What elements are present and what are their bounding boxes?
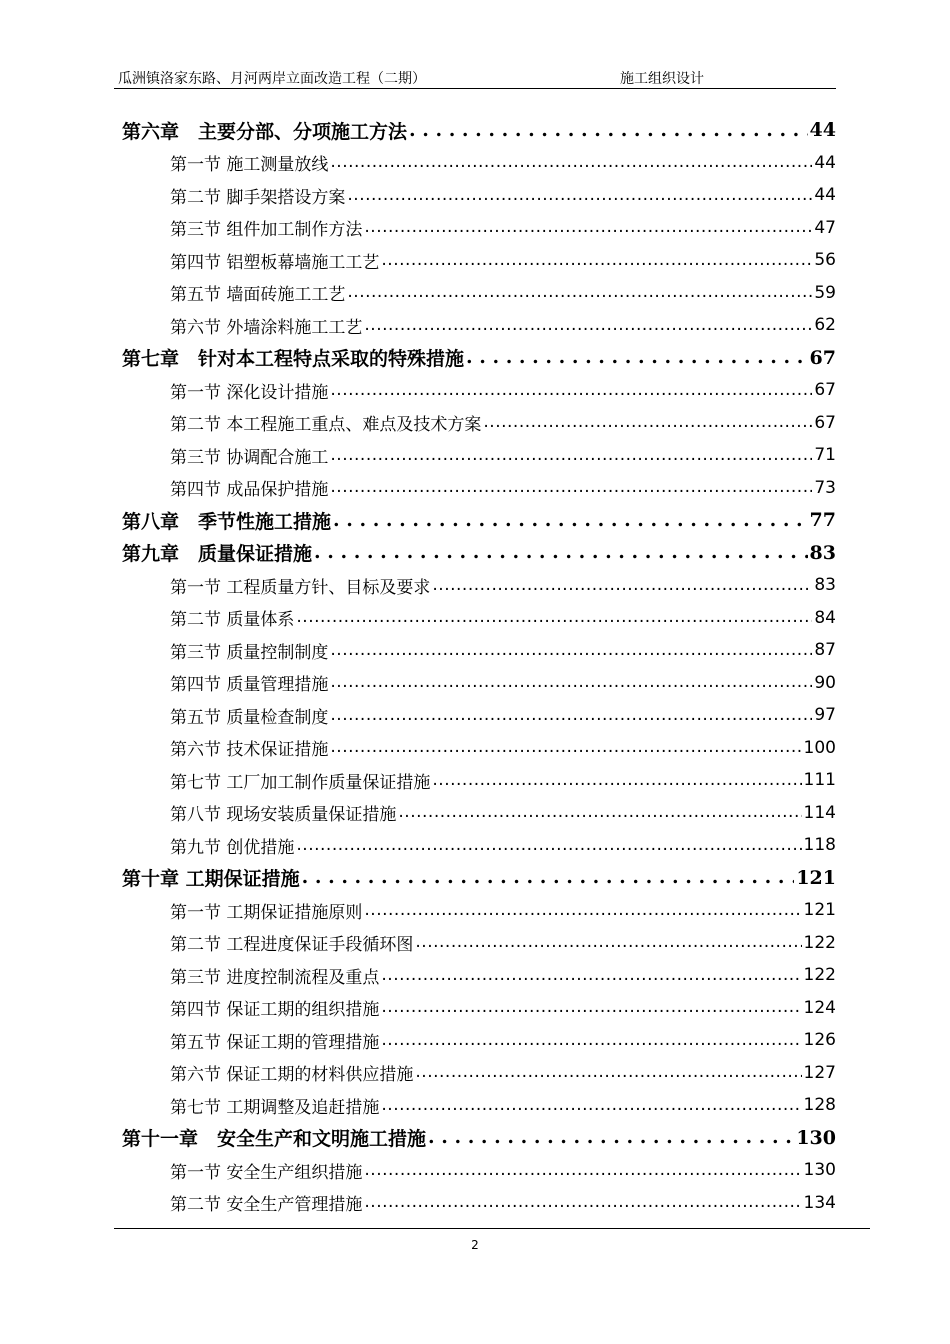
- dot-leader: [409, 120, 808, 141]
- toc-entry-label: 第三节 协调配合施工: [170, 447, 329, 468]
- dot-leader: [330, 153, 812, 172]
- toc-entry-label: 第一节 施工测量放线: [170, 155, 329, 176]
- dot-leader: [330, 446, 812, 465]
- footer-divider: [114, 1228, 870, 1229]
- dot-leader: [381, 1096, 801, 1115]
- toc-section-entry[interactable]: [122, 407, 836, 440]
- dot-leader: [330, 673, 812, 692]
- toc-section-entry[interactable]: [122, 699, 836, 732]
- toc-entry-label: 第二节 本工程施工重点、难点及技术方案: [170, 415, 482, 436]
- toc-entry-page-number: 121: [796, 866, 836, 889]
- dot-leader: [483, 413, 812, 432]
- toc-chapter-entry[interactable]: [122, 862, 836, 895]
- toc-entry-label: 第三节 进度控制流程及重点: [170, 967, 380, 988]
- toc-entry-label: 第二节 安全生产管理措施: [170, 1195, 363, 1216]
- page-header: [114, 66, 836, 89]
- toc-chapter-entry[interactable]: [122, 504, 836, 537]
- dot-leader: [330, 478, 812, 497]
- dot-leader: [330, 381, 812, 400]
- toc-entry-label: 第四节 质量管理措施: [170, 675, 329, 696]
- dot-leader: [364, 901, 801, 920]
- toc-section-entry[interactable]: [122, 1057, 836, 1090]
- dot-leader: [364, 218, 812, 237]
- toc-entry-label: 第六节 技术保证措施: [170, 740, 329, 761]
- toc-entry-page-number: 130: [803, 1160, 836, 1181]
- toc-entry-page-number: 71: [814, 445, 836, 466]
- toc-section-entry[interactable]: [122, 374, 836, 407]
- toc-entry-page-number: 77: [809, 509, 836, 532]
- toc-section-entry[interactable]: [122, 212, 836, 245]
- dot-leader: [432, 771, 801, 790]
- toc-entry-label: 第二节 工程进度保证手段循环图: [170, 935, 414, 956]
- toc-entry-page-number: 100: [803, 737, 836, 758]
- toc-entry-label: 第四节 铝塑板幕墙施工工艺: [170, 252, 380, 273]
- toc-entry-page-number: 97: [814, 705, 836, 726]
- toc-section-entry[interactable]: [122, 147, 836, 180]
- toc-entry-page-number: 87: [814, 640, 836, 661]
- toc-section-entry[interactable]: [122, 829, 836, 862]
- toc-entry-label: 第六节 外墙涂料施工工艺: [170, 317, 363, 338]
- toc-entry-label: 第五节 墙面砖施工工艺: [170, 285, 346, 306]
- toc-entry-page-number: 90: [814, 672, 836, 693]
- toc-entry-page-number: 44: [814, 152, 836, 173]
- toc-entry-label: 第六章 主要分部、分项施工方法: [122, 120, 408, 143]
- dot-leader: [314, 542, 808, 563]
- toc-entry-label: 第三节 组件加工制作方法: [170, 220, 363, 241]
- toc-entry-page-number: 118: [803, 835, 836, 856]
- toc-entry-page-number: 44: [809, 119, 836, 142]
- toc-entry-label: 第二节 脚手架搭设方案: [170, 187, 346, 208]
- dot-leader: [381, 251, 812, 270]
- page-number: 2: [471, 1238, 479, 1252]
- toc-entry-page-number: 56: [814, 250, 836, 271]
- toc-entry-page-number: 67: [809, 346, 836, 369]
- toc-entry-label: 第十章 工期保证措施: [122, 868, 300, 891]
- toc-entry-page-number: 134: [803, 1192, 836, 1213]
- dot-leader: [333, 510, 808, 531]
- dot-leader: [302, 867, 795, 888]
- toc-entry-page-number: 130: [796, 1126, 836, 1149]
- toc-entry-label: 第一节 工程质量方针、目标及要求: [170, 577, 431, 598]
- toc-entry-page-number: 83: [809, 541, 836, 564]
- toc-chapter-entry[interactable]: [122, 1122, 836, 1155]
- dot-leader: [415, 1063, 801, 1082]
- toc-entry-label: 第四节 成品保护措施: [170, 480, 329, 501]
- toc-section-entry[interactable]: [122, 732, 836, 765]
- toc-entry-label: 第七章 针对本工程特点采取的特殊措施: [122, 348, 465, 371]
- toc-section-entry[interactable]: [122, 439, 836, 472]
- toc-entry-page-number: 67: [814, 380, 836, 401]
- dot-leader: [347, 186, 812, 205]
- toc-entry-label: 第七节 工厂加工制作质量保证措施: [170, 772, 431, 793]
- dot-leader: [428, 1127, 794, 1148]
- toc-entry-label: 第六节 保证工期的材料供应措施: [170, 1065, 414, 1086]
- toc-section-entry[interactable]: [122, 667, 836, 700]
- toc-entry-label: 第十一章 安全生产和文明施工措施: [122, 1128, 427, 1151]
- toc-section-entry[interactable]: [122, 569, 836, 602]
- toc-entry-page-number: 83: [814, 575, 836, 596]
- toc-entry-label: 第一节 工期保证措施原则: [170, 902, 363, 923]
- toc-section-entry[interactable]: [122, 309, 836, 342]
- toc-section-entry[interactable]: [122, 602, 836, 635]
- dot-leader: [330, 738, 801, 757]
- toc-entry-page-number: 111: [803, 770, 836, 791]
- toc-entry-page-number: 121: [803, 900, 836, 921]
- toc-section-entry[interactable]: [122, 277, 836, 310]
- toc-section-entry[interactable]: [122, 472, 836, 505]
- toc-entry-label: 第九章 质量保证措施: [122, 543, 313, 566]
- toc-entry-page-number: 47: [814, 217, 836, 238]
- toc-entry-page-number: 84: [814, 607, 836, 628]
- toc-entry-label: 第八节 现场安装质量保证措施: [170, 805, 397, 826]
- toc-chapter-entry[interactable]: [122, 537, 836, 570]
- toc-entry-label: 第四节 保证工期的组织措施: [170, 1000, 380, 1021]
- dot-leader: [296, 836, 801, 855]
- toc-entry-page-number: 59: [814, 282, 836, 303]
- toc-entry-label: 第二节 质量体系: [170, 610, 295, 631]
- dot-leader: [381, 998, 801, 1017]
- dot-leader: [296, 608, 812, 627]
- toc-chapter-entry[interactable]: [122, 114, 836, 147]
- toc-section-entry[interactable]: [122, 1024, 836, 1057]
- toc-section-entry[interactable]: [122, 894, 836, 927]
- toc-section-entry[interactable]: [122, 959, 836, 992]
- toc-entry-label: 第一节 深化设计措施: [170, 382, 329, 403]
- toc-entry-page-number: 126: [803, 1030, 836, 1051]
- dot-leader: [398, 803, 801, 822]
- dot-leader: [330, 641, 812, 660]
- toc-entry-page-number: 114: [803, 802, 836, 823]
- dot-leader: [466, 347, 808, 368]
- toc-section-entry[interactable]: [122, 1154, 836, 1187]
- dot-leader: [330, 706, 812, 725]
- dot-leader: [381, 966, 801, 985]
- toc-entry-page-number: 122: [803, 965, 836, 986]
- toc-section-entry[interactable]: [122, 992, 836, 1025]
- toc-section-entry[interactable]: [122, 1187, 836, 1220]
- toc-section-entry[interactable]: [122, 764, 836, 797]
- toc-section-entry[interactable]: [122, 179, 836, 212]
- header-document-type: 施工组织设计: [620, 71, 704, 87]
- dot-leader: [415, 933, 801, 952]
- toc-entry-page-number: 128: [803, 1095, 836, 1116]
- dot-leader: [364, 316, 812, 335]
- dot-leader: [364, 1161, 801, 1180]
- dot-leader: [347, 283, 812, 302]
- toc-section-entry[interactable]: [122, 797, 836, 830]
- toc-entry-label: 第八章 季节性施工措施: [122, 510, 332, 533]
- toc-entry-page-number: 44: [814, 185, 836, 206]
- toc-chapter-entry[interactable]: [122, 342, 836, 375]
- dot-leader: [364, 1193, 801, 1212]
- toc-entry-page-number: 124: [803, 997, 836, 1018]
- dot-leader: [432, 576, 812, 595]
- toc-section-entry[interactable]: [122, 927, 836, 960]
- toc-section-entry[interactable]: [122, 634, 836, 667]
- toc-section-entry[interactable]: [122, 1089, 836, 1122]
- toc-entry-label: 第九节 创优措施: [170, 837, 295, 858]
- toc-entry-label: 第五节 质量检查制度: [170, 707, 329, 728]
- toc-section-entry[interactable]: [122, 244, 836, 277]
- toc-entry-page-number: 122: [803, 932, 836, 953]
- toc-entry-page-number: 67: [814, 412, 836, 433]
- toc-entry-label: 第七节 工期调整及追赶措施: [170, 1097, 380, 1118]
- toc-entry-page-number: 62: [814, 315, 836, 336]
- toc-entry-page-number: 127: [803, 1062, 836, 1083]
- toc-entry-label: 第三节 质量控制制度: [170, 642, 329, 663]
- table-of-contents: [122, 114, 836, 1219]
- dot-leader: [381, 1031, 801, 1050]
- toc-entry-page-number: 73: [814, 477, 836, 498]
- toc-entry-label: 第五节 保证工期的管理措施: [170, 1032, 380, 1053]
- header-project-title: 瓜洲镇洛家东路、月河两岸立面改造工程（二期）: [118, 71, 426, 87]
- toc-entry-label: 第一节 安全生产组织措施: [170, 1162, 363, 1183]
